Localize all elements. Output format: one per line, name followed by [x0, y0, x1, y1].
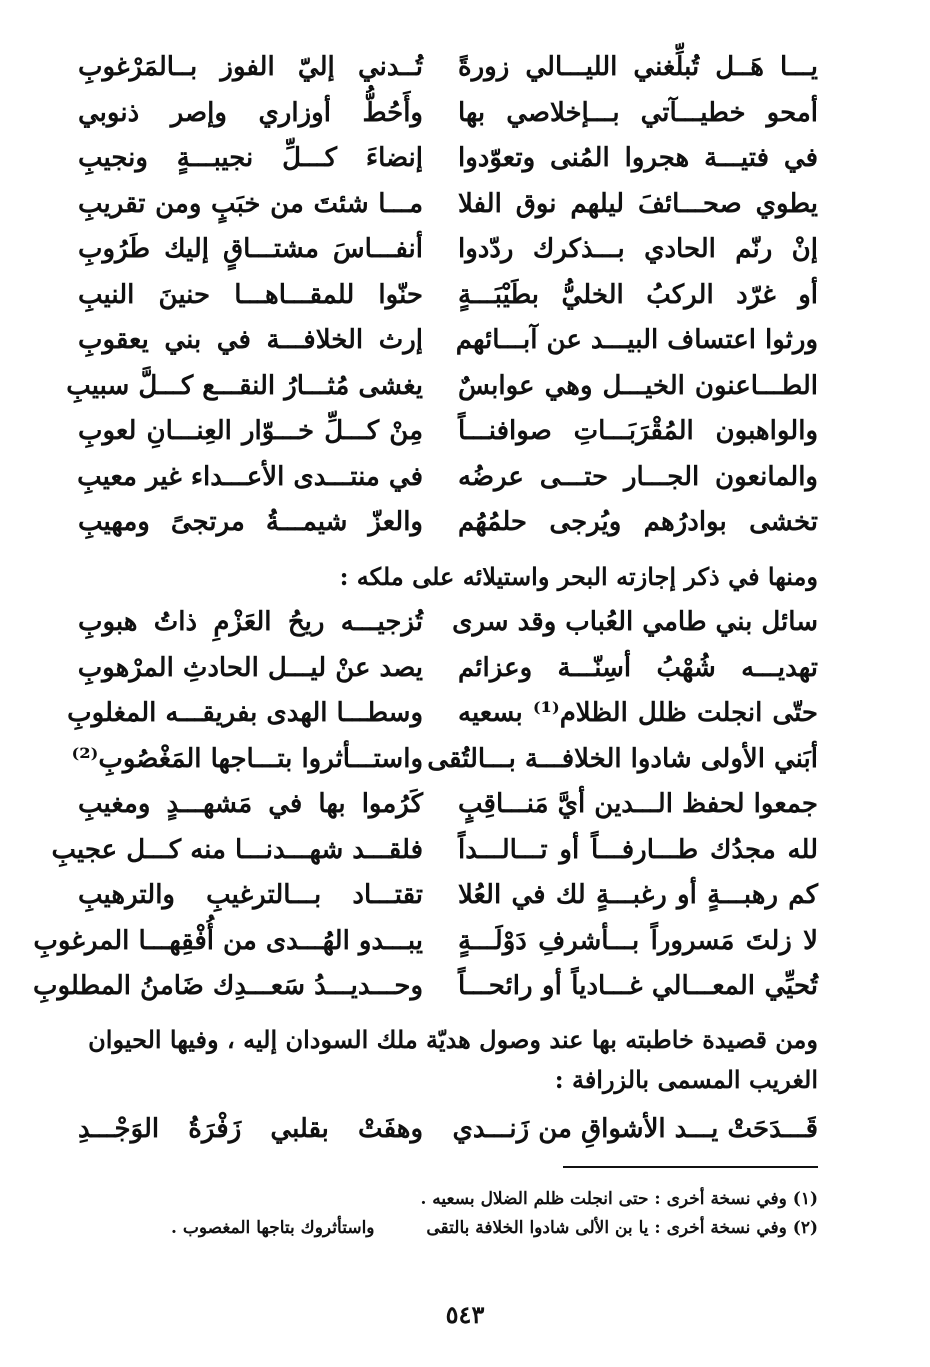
verse-line [0, 1107, 930, 1153]
verse-line [0, 873, 930, 919]
verse-first-hemistich: جمعوا لحفظ الـــدين أيَّ مَنـــاقِبٍ [458, 789, 818, 819]
verse-second-hemistich: وأَحُطُّ أوزاري وإصر ذنوبي [78, 97, 423, 128]
poem-section-3 [0, 1107, 930, 1153]
verse-line [0, 828, 930, 874]
verse-first-hemistich: أمحو خطيـــآتي بـــإخلاصي بها [458, 97, 818, 128]
verse-second-hemistich: وهفَتْ بقلبي زَفْرَةُ الوَجْـــدِ [78, 1114, 423, 1144]
verse-second-hemistich: في منتـــدى الأعـــداء غير معيبِ [77, 461, 423, 492]
verse-second-hemistich: فلقـــد شهـــدنـــا منه كـــل عجيبِ [51, 834, 423, 865]
footnote-2-first-hemistich: (٢) وفي نسخة أخرى : يا بن الألى شادوا الخلافة بالتقى [426, 1218, 818, 1238]
verse-line [0, 227, 930, 273]
verse-line [0, 409, 930, 455]
verse-second-hemistich: حنّوا للمقـــاهـــا حنينَ النيبِ [78, 279, 423, 310]
verse-second-hemistich: إرث الخلافـــة في بني يعقوبِ [78, 325, 423, 355]
verse-first-hemistich: تخشى بوادرُهم ويُرجى حلمُهُم [458, 507, 818, 537]
verse-second-hemistich: إنضاءَ كـــلِّ نجيبـــةٍ ونجيبِ [78, 143, 423, 173]
verse-second-hemistich: كَرُموا بها في مَشهـــدٍ ومغيبِ [78, 789, 423, 819]
verse-second-hemistich: واستـــأثروا بتـــاجها المَغْصُوبِ⁽²⁾ [71, 743, 423, 774]
verse-first-hemistich: يـــا هَــل تُبلِّغني الليـــالي زورةً [458, 52, 818, 82]
verse-second-hemistich: تُــدني إليّ الفوز بــالمَرْغوبِ [78, 52, 423, 82]
verse-second-hemistich: وحـــديـــدُ سَعـــدِك ضَامنُ المطلوبِ [32, 971, 423, 1001]
verse-second-hemistich: أنفـــاسَ مشتـــاقٍ إليك طَرُوبِ [78, 234, 423, 264]
verse-line [0, 182, 930, 228]
verse-second-hemistich: وسطـــا الهدى بفريقـــه المغلوبِ [67, 698, 423, 728]
verse-first-hemistich: والواهبون المُقْرَبَـــاتِ صوافنـــاً [458, 416, 818, 446]
footnote-2-second-hemistich: واستأثروك بتاجها المغصوب . [170, 1218, 375, 1238]
verse-line [0, 782, 930, 828]
verse-second-hemistich: مـــا شئتَ من خبَبٍ ومن تقريبِ [78, 188, 423, 219]
footnote-2 [78, 1213, 818, 1243]
verse-second-hemistich: يغشى مُثـــارُ النقـــع كـــلَّ سبيبِ [66, 370, 423, 401]
verse-line [0, 45, 930, 91]
verse-line [0, 600, 930, 646]
verse-first-hemistich: لا زلتَ مَسروراً بـــأشرفِ دَوْلَـــةٍ [458, 925, 818, 956]
verse-first-hemistich: أو غرّد الركبُ الخليُّ بطَيْبَـــةٍ [458, 279, 818, 310]
verse-second-hemistich: يصد عنْ ليـــل الحادثِ المرْهوبِ [77, 652, 423, 683]
page-number: ٥٤٣ [445, 1300, 485, 1329]
verse-second-hemistich: مِنْ كـــلِّ خـــوّار العِنـــانِ لعوبِ [78, 416, 423, 446]
verse-line [0, 136, 930, 182]
verse-line [0, 737, 930, 783]
verse-first-hemistich: ورثوا اعتساف البيـــد عن آبـــائهم [455, 325, 818, 355]
poem-section-2 [0, 600, 930, 1010]
section-intro-text: ومنها في ذكر إجازته البحر واستيلائه على ملكه : [339, 562, 818, 591]
verse-first-hemistich: تهديـــه شُهْبُ أسِنّـــة وعزائم [458, 652, 818, 683]
verse-line [0, 919, 930, 965]
verse-first-hemistich: الطـــاعنون الخيـــل وهي عوابسٌ [458, 370, 818, 401]
verse-first-hemistich: في فتيـــة هجروا المُنى وتعوّدوا [458, 143, 818, 173]
verse-second-hemistich: والعزّ شيمـــةُ مرتجىً ومهيبِ [78, 507, 423, 537]
verse-line [0, 318, 930, 364]
verse-first-hemistich: أبَني الأولى شادوا الخلافـــة بـــالتُقى [427, 743, 818, 774]
verse-first-hemistich: حتّى انجلت ظلل الظلام⁽¹⁾ بسعيه [458, 698, 818, 728]
verse-line [0, 691, 930, 737]
poem-section-1 [0, 45, 930, 546]
verse-second-hemistich: تقتـــاد بـــالترغيبِ والترهيبِ [78, 880, 423, 910]
verse-first-hemistich: والمانعون الجـــار حتـــى عرضُه [458, 461, 818, 492]
verse-first-hemistich: كم رهبـــةٍ أو رغبـــةٍ لك في العُلا [458, 880, 818, 910]
verse-line [0, 646, 930, 692]
footnote-separator [563, 1166, 818, 1168]
verse-first-hemistich: إنْ رنّم الحادي بـــذكرك ردّدوا [458, 234, 818, 264]
verse-first-hemistich: سائل بني طامي العُباب وقد سرى [452, 607, 818, 637]
verse-line [0, 964, 930, 1010]
verse-first-hemistich: تُحيِّي المعـــالي غـــادياً أو رائحـــاً [458, 971, 818, 1001]
verse-first-hemistich: قَـــدَحَتْ يـــد الأشواقِ من زَنـــدي [452, 1114, 818, 1144]
section-intro-text: ومن قصيدة خاطبته بها عند وصول هديّة ملك السودان إليه ، وفيها الحيوان الغريب المسمى بالزرافة : [88, 1025, 818, 1094]
verse-first-hemistich: لله مجدُك طـــارفـــاً أو تـــالـــداً [458, 834, 818, 865]
verse-second-hemistich: يبـــدو الهُـــدى من أُفْقِهـــا المرغوبِ [33, 925, 423, 956]
verse-second-hemistich: تُزجيـــه ريحُ العَزْمِ ذاتُ هبوبِ [78, 607, 423, 637]
footnote-1 [78, 1184, 818, 1214]
verse-line [0, 455, 930, 501]
verse-first-hemistich: يطوي صحـــائفَ ليلهم نوق الفلا [458, 188, 818, 219]
verse-line [0, 500, 930, 546]
verse-line [0, 364, 930, 410]
verse-line [0, 273, 930, 319]
footnote-1-text: (١) وفي نسخة أخرى : حتى انجلت ظلم الضلال بسعيه . [420, 1189, 818, 1209]
verse-line [0, 91, 930, 137]
